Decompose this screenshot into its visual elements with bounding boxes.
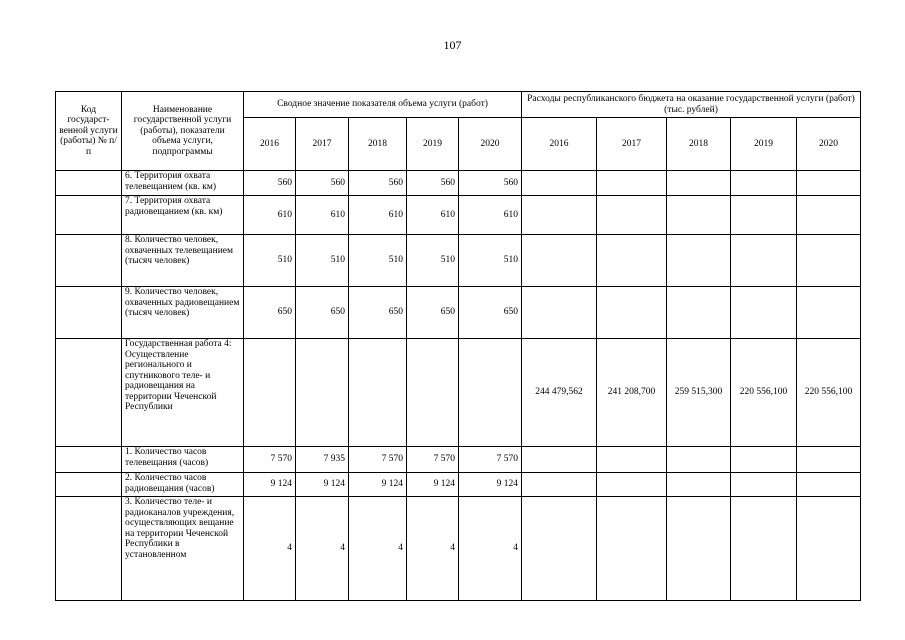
expense-cell [667,473,731,497]
year-header: 2016 [244,118,296,171]
page-number: 107 [443,38,462,52]
expense-cell [797,196,861,235]
name-cell: 6. Территория охвата телевещанием (кв. км) [122,171,244,196]
year-header: 2018 [667,118,731,171]
expense-cell [731,447,797,473]
expense-cell [667,497,731,601]
table-row [56,497,861,601]
expense-cell [731,497,797,601]
year-header: 2017 [597,118,667,171]
year-header: 2019 [407,118,459,171]
year-header: 2016 [522,118,597,171]
expense-cell [522,235,597,287]
expense-cell [522,497,597,601]
expense-cell [797,171,861,196]
volume-cell: 560 [244,171,296,196]
year-header: 2017 [296,118,349,171]
volume-cell: 650 [459,287,522,339]
name-cell: 2. Количество часов радиовещания (часов) [122,473,244,497]
expense-cell [522,196,597,235]
expense-cell [731,235,797,287]
expense-cell: 220 556,100 [797,339,861,447]
volume-cell: 7 570 [244,447,296,473]
expense-cell: 220 556,100 [731,339,797,447]
volume-cell [349,339,407,447]
code-cell [56,171,122,196]
volume-cell: 610 [459,196,522,235]
expense-cell: 259 515,300 [667,339,731,447]
expense-cell: 241 208,700 [597,339,667,447]
volume-cell: 7 935 [296,447,349,473]
code-cell [56,287,122,339]
header-code: Код государст-венной услуги (работы) № п/п [56,92,122,171]
volume-cell: 510 [407,235,459,287]
expense-cell [597,171,667,196]
volume-cell: 610 [407,196,459,235]
volume-cell: 9 124 [296,473,349,497]
expense-cell [522,447,597,473]
expense-cell [797,235,861,287]
expense-cell [522,287,597,339]
volume-cell: 610 [244,196,296,235]
code-cell [56,497,122,601]
expense-cell [597,235,667,287]
volume-cell: 4 [407,497,459,601]
expense-cell [667,196,731,235]
volume-cell: 610 [349,196,407,235]
table-row [56,171,861,196]
expense-cell [597,473,667,497]
volume-cell: 510 [244,235,296,287]
code-cell [56,473,122,497]
volume-cell: 4 [296,497,349,601]
name-cell: 7. Территория охвата радиовещанием (кв. км) [122,196,244,235]
volume-cell: 650 [349,287,407,339]
expense-cell [522,473,597,497]
year-header: 2018 [349,118,407,171]
expense-cell [597,287,667,339]
expense-cell [597,497,667,601]
volume-cell: 560 [296,171,349,196]
volume-cell: 4 [459,497,522,601]
expense-cell [597,196,667,235]
volume-cell: 650 [296,287,349,339]
expense-cell [667,287,731,339]
table-body [56,171,861,601]
expense-cell [667,235,731,287]
volume-cell [296,339,349,447]
volume-cell: 7 570 [459,447,522,473]
expense-cell [797,447,861,473]
name-cell: 1. Количество часов телевещания (часов) [122,447,244,473]
year-header: 2019 [731,118,797,171]
volume-cell: 9 124 [244,473,296,497]
volume-cell: 9 124 [459,473,522,497]
table-row [56,339,861,447]
volume-cell: 560 [459,171,522,196]
expense-cell [597,447,667,473]
code-cell [56,235,122,287]
name-cell: 9. Количество человек, охваченных радиовещанием (тысяч человек) [122,287,244,339]
code-cell [56,447,122,473]
expense-cell: 244 479,562 [522,339,597,447]
volume-cell: 510 [459,235,522,287]
expense-cell [797,497,861,601]
volume-cell: 560 [407,171,459,196]
volume-cell: 510 [296,235,349,287]
expense-cell [797,287,861,339]
volume-cell: 510 [349,235,407,287]
volume-cell: 560 [349,171,407,196]
volume-cell [407,339,459,447]
volume-cell: 650 [407,287,459,339]
table-row [56,447,861,473]
expense-cell [731,196,797,235]
volume-cell: 610 [296,196,349,235]
volume-cell: 4 [349,497,407,601]
code-cell [56,196,122,235]
expense-cell [797,473,861,497]
header-expenses: Расходы республиканского бюджета на оказание государственной услуги (работ) (тыс. рублей) [522,92,861,118]
volume-cell: 7 570 [407,447,459,473]
volume-cell: 4 [244,497,296,601]
table-row [56,196,861,235]
table-row [56,235,861,287]
expense-cell [731,287,797,339]
volume-cell: 9 124 [407,473,459,497]
header-volume: Сводное значение показателя объема услуги (работ) [244,92,522,118]
budget-table [55,91,861,601]
volume-cell: 7 570 [349,447,407,473]
year-header: 2020 [459,118,522,171]
volume-cell: 650 [244,287,296,339]
name-cell: 8. Количество человек, охваченных телевещанием (тысяч человек) [122,235,244,287]
expense-cell [667,171,731,196]
expense-cell [731,171,797,196]
expense-cell [731,473,797,497]
code-cell [56,339,122,447]
volume-cell [244,339,296,447]
table-row [56,473,861,497]
expense-cell [522,171,597,196]
expense-cell [667,447,731,473]
volume-cell [459,339,522,447]
table-row [56,287,861,339]
year-header: 2020 [797,118,861,171]
header-name: Наименование государственной услуги (работы), показатели объема услуги, подпрограммы [122,92,244,171]
name-cell: Государственная работа 4: Осуществление регионального и спутникового теле- и радиовещания на территории Чеченской Республики [122,339,244,447]
volume-cell: 9 124 [349,473,407,497]
name-cell: 3. Количество теле- и радиоканалов учреждения, осуществляющих вещание на территории Чеченской Республики в установленном [122,497,244,601]
